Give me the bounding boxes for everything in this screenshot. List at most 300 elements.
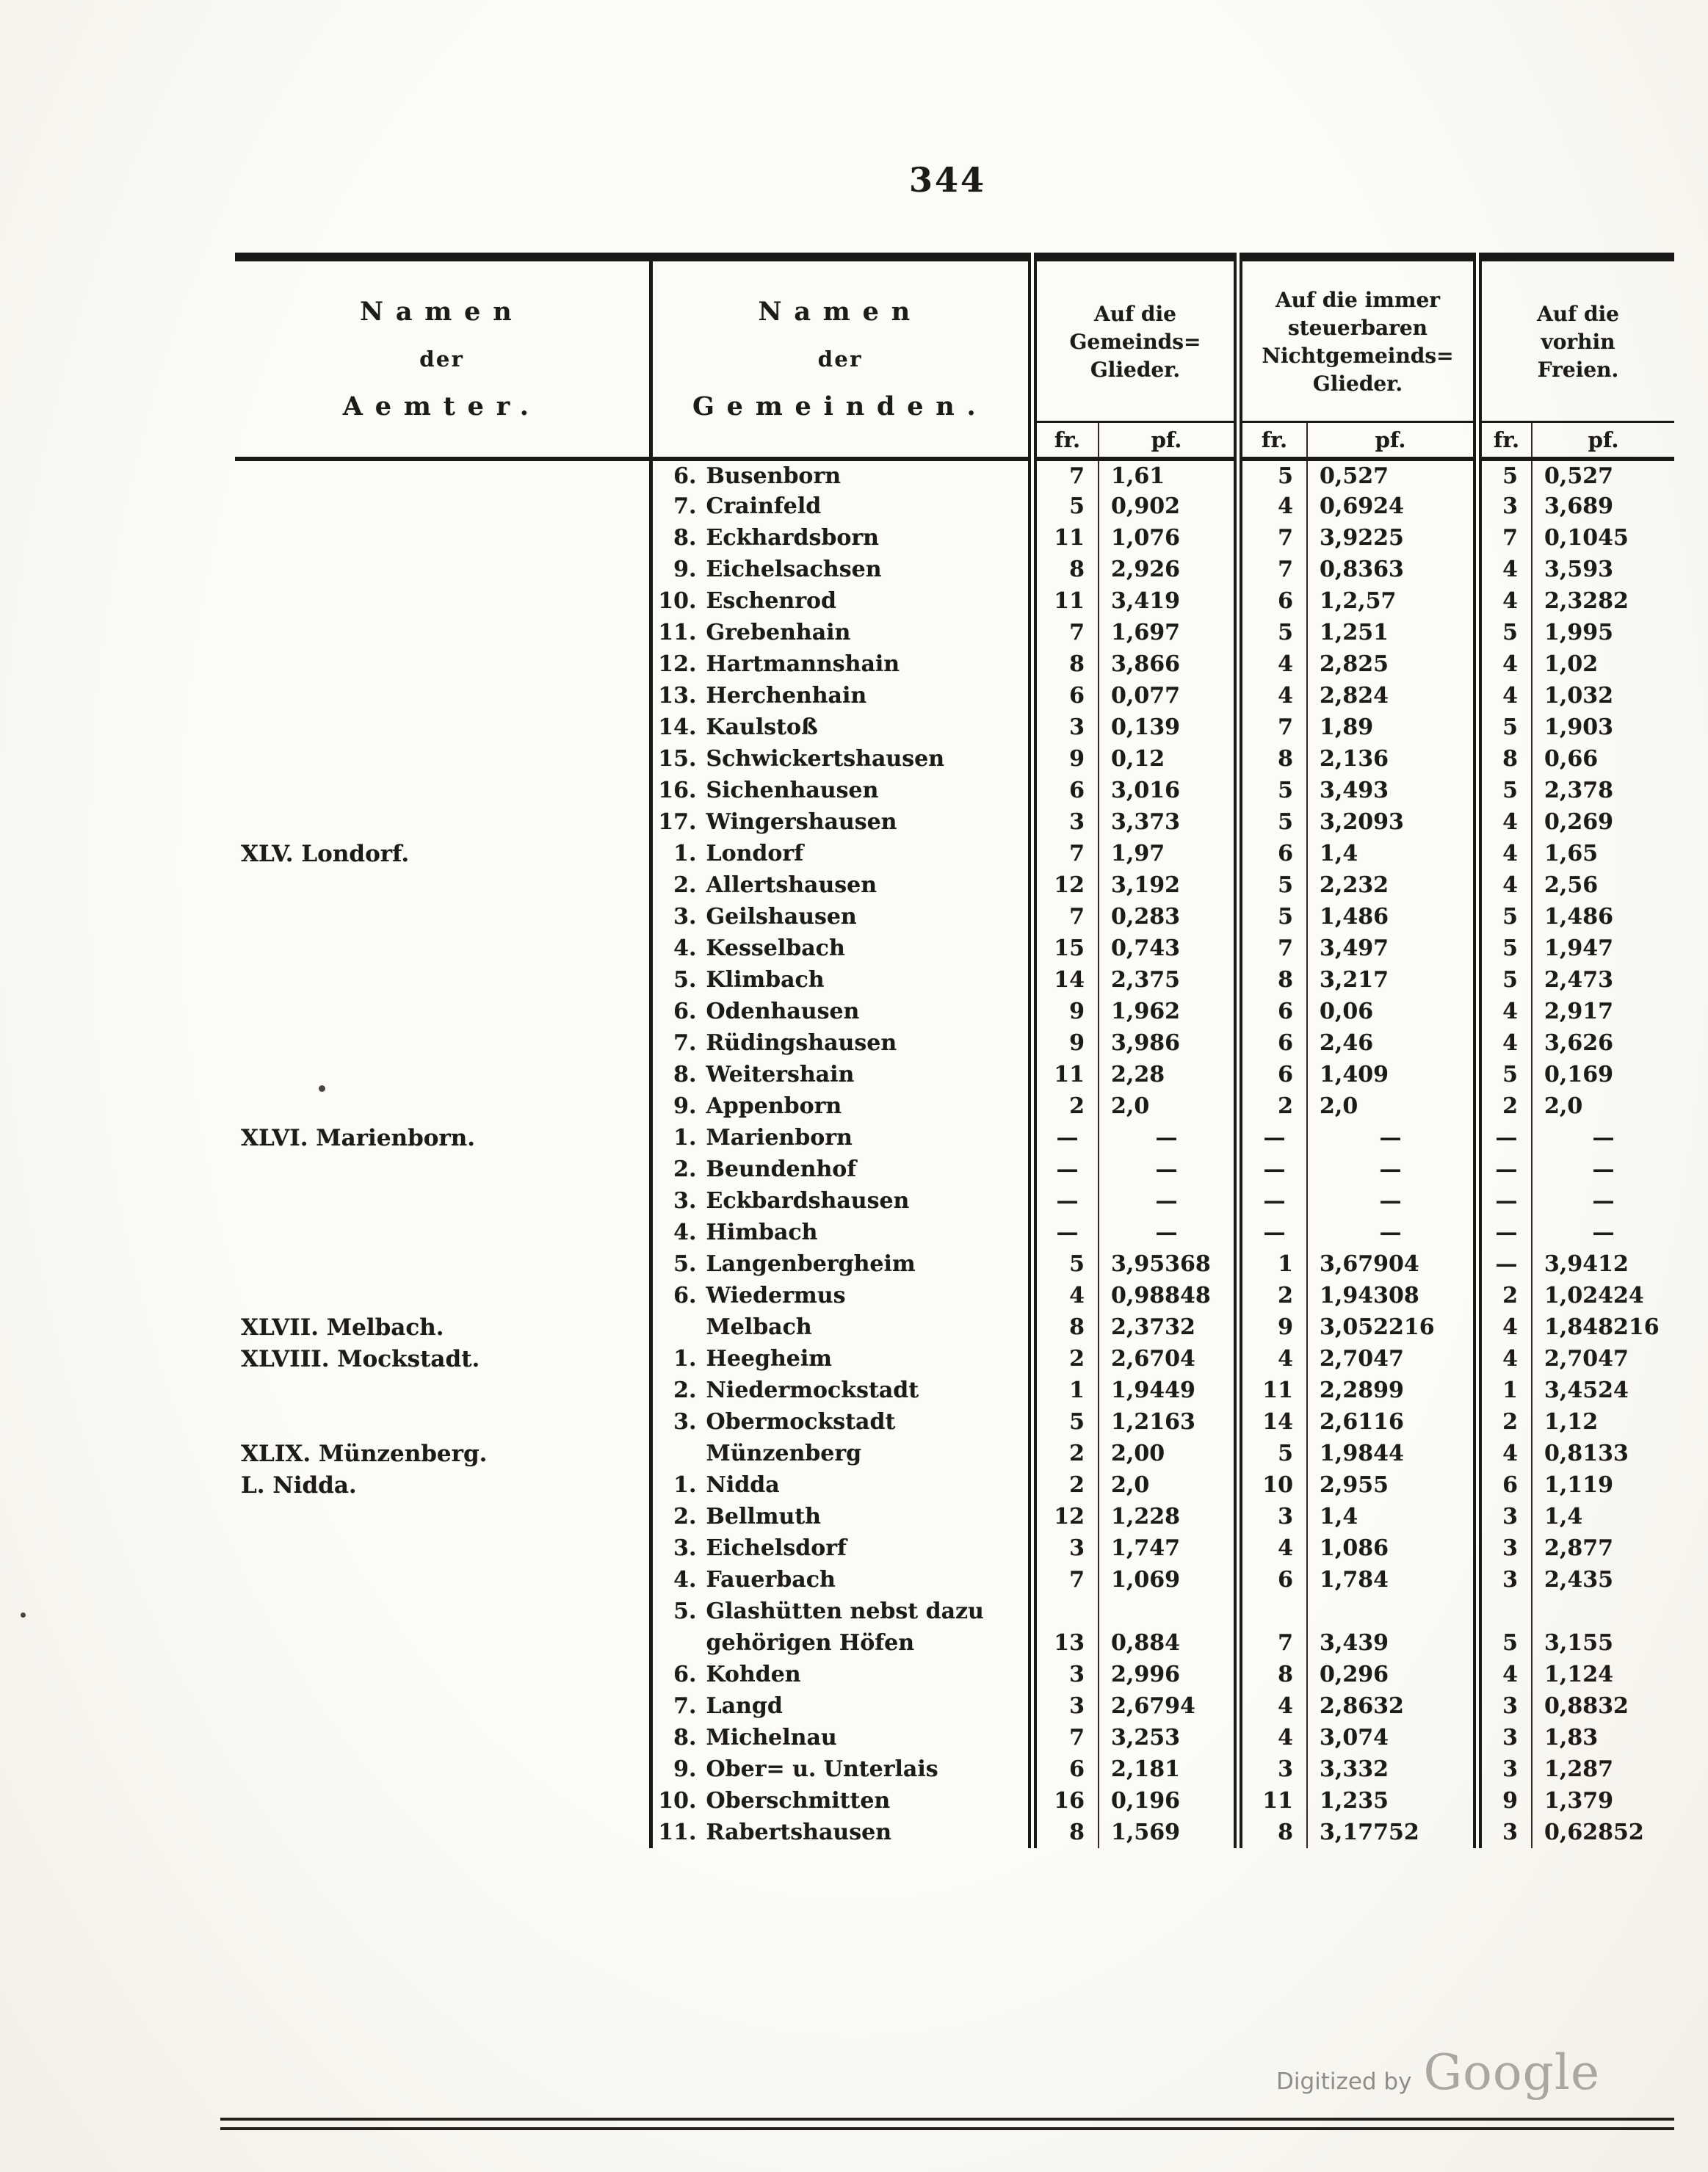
- table-row: [235, 554, 1674, 585]
- amt-cell: [235, 1090, 651, 1122]
- val-vorhin-freien-pf: 2,917: [1532, 996, 1674, 1027]
- val-vorhin-freien-fr: 4: [1477, 554, 1532, 585]
- table-row: [235, 838, 1674, 869]
- val-gemeinds-glieder-pf: —: [1099, 1122, 1238, 1154]
- amt-cell: [235, 1596, 651, 1627]
- val-vorhin-freien-pf: 1,02: [1532, 648, 1674, 680]
- amt-cell: [235, 617, 651, 648]
- table-row: [235, 648, 1674, 680]
- val-vorhin-freien-pf: 3,593: [1532, 554, 1674, 585]
- table-row: [235, 490, 1674, 522]
- val-nichtgemeinds-glieder-pf: 1,251: [1307, 617, 1477, 648]
- gemeinde-name: Beundenhof: [706, 1156, 857, 1182]
- val-vorhin-freien-fr: —: [1477, 1154, 1532, 1185]
- gemeinde-cell: [651, 743, 1032, 775]
- val-nichtgemeinds-glieder-pf: 1,235: [1307, 1785, 1477, 1817]
- val-vorhin-freien-pf: 1,12: [1532, 1406, 1674, 1438]
- val-vorhin-freien-pf: 1,848216: [1532, 1311, 1674, 1343]
- gemeinde-name: Marienborn: [706, 1125, 853, 1151]
- gemeinde-name: Heegheim: [706, 1346, 833, 1372]
- val-gemeinds-glieder-pf: 0,283: [1099, 901, 1238, 933]
- amt-cell: [235, 1406, 651, 1438]
- amt-cell: [235, 522, 651, 554]
- val-nichtgemeinds-glieder-fr: 11: [1238, 1375, 1307, 1406]
- amt-cell: [235, 869, 651, 901]
- amt-cell: [235, 1248, 651, 1280]
- val-nichtgemeinds-glieder-pf: 2,136: [1307, 743, 1477, 775]
- amt-cell: [235, 1532, 651, 1564]
- table-row: [235, 933, 1674, 964]
- gemeinde-name: Wingershausen: [706, 809, 897, 835]
- val-gemeinds-glieder-pf: 2,6704: [1099, 1343, 1238, 1375]
- val-nichtgemeinds-glieder-pf: [1307, 1596, 1477, 1627]
- gemeinde-cell: [651, 1122, 1032, 1154]
- val-gemeinds-glieder-pf: 2,0: [1099, 1469, 1238, 1501]
- gemeinde-cell: [651, 712, 1032, 743]
- val-vorhin-freien-fr: 4: [1477, 838, 1532, 869]
- val-vorhin-freien-pf: 1,119: [1532, 1469, 1674, 1501]
- val-nichtgemeinds-glieder-pf: 1,9844: [1307, 1438, 1477, 1469]
- table-row: [235, 775, 1674, 806]
- val-nichtgemeinds-glieder-fr: 7: [1238, 522, 1307, 554]
- subheader-pf: pf.: [1532, 421, 1674, 459]
- table-row: [235, 1438, 1674, 1469]
- val-gemeinds-glieder-pf: 0,077: [1099, 680, 1238, 712]
- header-group-line: Glieder.: [1312, 372, 1403, 397]
- gemeinde-name: Himbach: [706, 1220, 818, 1245]
- gemeinde-cell: [651, 1217, 1032, 1248]
- gemeinde-name: Eschenrod: [706, 588, 837, 614]
- val-vorhin-freien-pf: —: [1532, 1154, 1674, 1185]
- val-gemeinds-glieder-fr: 11: [1032, 1059, 1099, 1090]
- gemeinde-cell: [651, 1375, 1032, 1406]
- gemeinde-cell: [651, 1311, 1032, 1343]
- val-gemeinds-glieder-fr: —: [1032, 1154, 1099, 1185]
- val-gemeinds-glieder-pf: 1,747: [1099, 1532, 1238, 1564]
- table-row: [235, 1627, 1674, 1659]
- val-vorhin-freien-fr: 4: [1477, 806, 1532, 838]
- gemeinde-cell: [651, 459, 1032, 490]
- val-gemeinds-glieder-pf: 0,884: [1099, 1627, 1238, 1659]
- val-nichtgemeinds-glieder-fr: 6: [1238, 585, 1307, 617]
- gemeinde-cell: [651, 1564, 1032, 1596]
- table-row: [235, 712, 1674, 743]
- val-nichtgemeinds-glieder-fr: 1: [1238, 1248, 1307, 1280]
- val-nichtgemeinds-glieder-pf: 3,074: [1307, 1722, 1477, 1753]
- amt-cell: [235, 1217, 651, 1248]
- subheader-pf: pf.: [1099, 421, 1238, 459]
- header-aemter-line: der: [419, 347, 465, 372]
- val-vorhin-freien-pf: —: [1532, 1217, 1674, 1248]
- gemeinde-number: 2.: [673, 1378, 697, 1403]
- header-group-line: Gemeinds=: [1069, 330, 1201, 355]
- header-group-line: steuerbaren: [1287, 316, 1428, 341]
- header-group-line: Auf die: [1537, 302, 1619, 327]
- table-row: [235, 585, 1674, 617]
- val-gemeinds-glieder-fr: 1: [1032, 1375, 1099, 1406]
- val-gemeinds-glieder-fr: 3: [1032, 1690, 1099, 1722]
- val-nichtgemeinds-glieder-fr: 8: [1238, 743, 1307, 775]
- table-row: [235, 1817, 1674, 1848]
- table-row: [235, 1185, 1674, 1217]
- amt-cell: [235, 1280, 651, 1311]
- val-gemeinds-glieder-pf: 0,743: [1099, 933, 1238, 964]
- table-row: [235, 1659, 1674, 1690]
- table-row: [235, 869, 1674, 901]
- val-vorhin-freien-pf: 0,1045: [1532, 522, 1674, 554]
- gemeinde-cell: [651, 1596, 1032, 1627]
- val-nichtgemeinds-glieder-pf: 1,2,57: [1307, 585, 1477, 617]
- amt-cell: [235, 743, 651, 775]
- val-nichtgemeinds-glieder-pf: 2,824: [1307, 680, 1477, 712]
- val-nichtgemeinds-glieder-pf: 3,17752: [1307, 1817, 1477, 1848]
- amt-cell: [235, 1027, 651, 1059]
- val-vorhin-freien-pf: 0,169: [1532, 1059, 1674, 1090]
- gemeinde-cell: [651, 1027, 1032, 1059]
- val-vorhin-freien-fr: 2: [1477, 1280, 1532, 1311]
- page-number: 344: [909, 160, 987, 200]
- gemeinde-cell: [651, 617, 1032, 648]
- gemeinde-number: 14.: [658, 714, 697, 740]
- table-row: [235, 743, 1674, 775]
- table-row: [235, 1311, 1674, 1343]
- val-gemeinds-glieder-fr: 5: [1032, 490, 1099, 522]
- val-vorhin-freien-fr: —: [1477, 1217, 1532, 1248]
- val-nichtgemeinds-glieder-fr: 4: [1238, 1722, 1307, 1753]
- val-vorhin-freien-pf: 0,8133: [1532, 1438, 1674, 1469]
- val-nichtgemeinds-glieder-fr: 6: [1238, 838, 1307, 869]
- gemeinde-name: Weitershain: [706, 1062, 855, 1087]
- val-gemeinds-glieder-fr: 4: [1032, 1280, 1099, 1311]
- gemeinde-number: 6.: [673, 463, 697, 489]
- val-vorhin-freien-fr: 4: [1477, 1311, 1532, 1343]
- gemeinde-name: Kohden: [706, 1662, 801, 1687]
- val-vorhin-freien-pf: 1,486: [1532, 901, 1674, 933]
- val-nichtgemeinds-glieder-pf: 3,497: [1307, 933, 1477, 964]
- val-nichtgemeinds-glieder-fr: 8: [1238, 964, 1307, 996]
- val-nichtgemeinds-glieder-pf: 2,2899: [1307, 1375, 1477, 1406]
- val-vorhin-freien-fr: 3: [1477, 1564, 1532, 1596]
- amt-cell: [235, 775, 651, 806]
- gemeinde-number: 4.: [673, 935, 697, 961]
- val-gemeinds-glieder-fr: 11: [1032, 522, 1099, 554]
- val-vorhin-freien-fr: 5: [1477, 712, 1532, 743]
- val-nichtgemeinds-glieder-pf: 3,332: [1307, 1753, 1477, 1785]
- val-vorhin-freien-fr: 5: [1477, 901, 1532, 933]
- page-bottom-rule-bottom: [220, 2127, 1674, 2130]
- val-nichtgemeinds-glieder-fr: [1238, 1596, 1307, 1627]
- gemeinde-cell: [651, 838, 1032, 869]
- val-nichtgemeinds-glieder-fr: —: [1238, 1154, 1307, 1185]
- val-nichtgemeinds-glieder-pf: —: [1307, 1217, 1477, 1248]
- val-gemeinds-glieder-fr: —: [1032, 1185, 1099, 1217]
- gemeinde-name: Schwickertshausen: [706, 746, 945, 772]
- val-nichtgemeinds-glieder-fr: 11: [1238, 1785, 1307, 1817]
- digitized-by-label: Digitized by: [1276, 2068, 1412, 2095]
- amt-cell: XLVIII. Mockstadt.: [241, 1345, 480, 1372]
- table-row: [235, 1690, 1674, 1722]
- gemeinde-cell: [651, 1438, 1032, 1469]
- amt-cell: L. Nidda.: [241, 1471, 357, 1499]
- header-gemeinden: [651, 257, 1032, 459]
- val-vorhin-freien-pf: 2,378: [1532, 775, 1674, 806]
- val-vorhin-freien-pf: 0,527: [1532, 459, 1674, 490]
- amt-cell: [235, 806, 651, 838]
- val-gemeinds-glieder-fr: 2: [1032, 1438, 1099, 1469]
- amt-cell: [235, 1375, 651, 1406]
- header-group-line: vorhin: [1541, 330, 1615, 355]
- val-vorhin-freien-pf: 0,66: [1532, 743, 1674, 775]
- google-watermark: [1276, 2044, 1600, 2101]
- val-vorhin-freien-fr: 4: [1477, 869, 1532, 901]
- header-aemter-line: Namen: [360, 297, 524, 327]
- val-vorhin-freien-pf: 0,269: [1532, 806, 1674, 838]
- val-gemeinds-glieder-fr: 12: [1032, 869, 1099, 901]
- val-nichtgemeinds-glieder-fr: 3: [1238, 1753, 1307, 1785]
- val-vorhin-freien-fr: 4: [1477, 680, 1532, 712]
- val-nichtgemeinds-glieder-pf: 3,493: [1307, 775, 1477, 806]
- table-row: [235, 1217, 1674, 1248]
- table-row: [235, 964, 1674, 996]
- val-vorhin-freien-pf: 2,56: [1532, 869, 1674, 901]
- val-vorhin-freien-fr: 9: [1477, 1785, 1532, 1817]
- gemeinde-number: 11.: [658, 1820, 697, 1845]
- table-row: [235, 680, 1674, 712]
- val-nichtgemeinds-glieder-pf: 1,89: [1307, 712, 1477, 743]
- val-nichtgemeinds-glieder-fr: 7: [1238, 712, 1307, 743]
- val-vorhin-freien-fr: 4: [1477, 996, 1532, 1027]
- val-gemeinds-glieder-pf: 0,98848: [1099, 1280, 1238, 1311]
- val-gemeinds-glieder-pf: 2,0: [1099, 1090, 1238, 1122]
- gemeinde-name: Eckhardsborn: [706, 525, 879, 551]
- val-nichtgemeinds-glieder-fr: 5: [1238, 1438, 1307, 1469]
- val-vorhin-freien-fr: 4: [1477, 1438, 1532, 1469]
- val-nichtgemeinds-glieder-pf: 3,2093: [1307, 806, 1477, 838]
- gemeinde-cell: [651, 1248, 1032, 1280]
- gemeinde-cell: [651, 1627, 1032, 1659]
- val-gemeinds-glieder-fr: 3: [1032, 712, 1099, 743]
- val-vorhin-freien-pf: 2,7047: [1532, 1343, 1674, 1375]
- gemeinde-number: 2.: [673, 1156, 697, 1182]
- table-row: [235, 617, 1674, 648]
- table-row: [235, 1090, 1674, 1122]
- header-group-line: Auf die: [1094, 302, 1176, 327]
- val-nichtgemeinds-glieder-fr: 5: [1238, 617, 1307, 648]
- val-gemeinds-glieder-pf: 1,2163: [1099, 1406, 1238, 1438]
- gemeinde-cell: [651, 554, 1032, 585]
- header-aemter: [235, 257, 651, 459]
- val-gemeinds-glieder-pf: 2,28: [1099, 1059, 1238, 1090]
- val-nichtgemeinds-glieder-pf: —: [1307, 1154, 1477, 1185]
- gemeinde-cell: [651, 964, 1032, 996]
- val-vorhin-freien-fr: 7: [1477, 522, 1532, 554]
- val-vorhin-freien-fr: 6: [1477, 1469, 1532, 1501]
- val-gemeinds-glieder-fr: 12: [1032, 1501, 1099, 1532]
- val-vorhin-freien-fr: —: [1477, 1248, 1532, 1280]
- val-vorhin-freien-fr: 4: [1477, 1027, 1532, 1059]
- val-gemeinds-glieder-fr: 7: [1032, 617, 1099, 648]
- val-vorhin-freien-pf: 1,995: [1532, 617, 1674, 648]
- table-row: [235, 1564, 1674, 1596]
- gemeinde-cell: [651, 1343, 1032, 1375]
- amt-cell: [235, 1722, 651, 1753]
- gemeinde-number: 4.: [673, 1220, 697, 1245]
- header-group-line: Glieder.: [1090, 358, 1181, 383]
- val-gemeinds-glieder-pf: 3,253: [1099, 1722, 1238, 1753]
- gemeinde-cell: [651, 648, 1032, 680]
- gemeinde-name: Münzenberg: [706, 1441, 862, 1466]
- amt-cell: XLVII. Melbach.: [241, 1314, 444, 1341]
- val-nichtgemeinds-glieder-pf: 3,9225: [1307, 522, 1477, 554]
- amt-cell: [235, 459, 651, 490]
- val-vorhin-freien-fr: 5: [1477, 1627, 1532, 1659]
- val-vorhin-freien-fr: —: [1477, 1122, 1532, 1154]
- val-nichtgemeinds-glieder-pf: 2,7047: [1307, 1343, 1477, 1375]
- table-row: [235, 459, 1674, 490]
- val-nichtgemeinds-glieder-fr: 5: [1238, 775, 1307, 806]
- gemeinde-cell: [651, 1817, 1032, 1848]
- amt-cell: [235, 712, 651, 743]
- val-nichtgemeinds-glieder-pf: 2,6116: [1307, 1406, 1477, 1438]
- val-nichtgemeinds-glieder-fr: 5: [1238, 901, 1307, 933]
- val-gemeinds-glieder-fr: 6: [1032, 775, 1099, 806]
- val-nichtgemeinds-glieder-pf: 3,052216: [1307, 1311, 1477, 1343]
- gemeinde-number: 9.: [673, 557, 697, 582]
- val-gemeinds-glieder-fr: 7: [1032, 1564, 1099, 1596]
- val-vorhin-freien-pf: 1,379: [1532, 1785, 1674, 1817]
- val-nichtgemeinds-glieder-fr: —: [1238, 1122, 1307, 1154]
- val-vorhin-freien-pf: 2,0: [1532, 1090, 1674, 1122]
- val-gemeinds-glieder-fr: 6: [1032, 680, 1099, 712]
- val-gemeinds-glieder-fr: 8: [1032, 554, 1099, 585]
- gemeinde-cell: [651, 1753, 1032, 1785]
- val-gemeinds-glieder-pf: —: [1099, 1154, 1238, 1185]
- val-vorhin-freien-fr: 4: [1477, 1343, 1532, 1375]
- ink-speck: [319, 1085, 325, 1092]
- val-vorhin-freien-fr: 5: [1477, 459, 1532, 490]
- gemeinde-name: Odenhausen: [706, 999, 860, 1024]
- val-gemeinds-glieder-pf: 1,069: [1099, 1564, 1238, 1596]
- val-gemeinds-glieder-fr: 7: [1032, 1722, 1099, 1753]
- gemeinde-name: Sichenhausen: [706, 778, 879, 803]
- table-row: [235, 1122, 1674, 1154]
- table-row: [235, 1154, 1674, 1185]
- val-gemeinds-glieder-pf: 3,419: [1099, 585, 1238, 617]
- val-nichtgemeinds-glieder-fr: 14: [1238, 1406, 1307, 1438]
- gemeinde-name: Melbach: [706, 1314, 812, 1340]
- subheader-fr: fr.: [1477, 421, 1532, 459]
- gemeinde-number: 17.: [658, 809, 697, 835]
- val-vorhin-freien-fr: 3: [1477, 1753, 1532, 1785]
- val-gemeinds-glieder-pf: 1,9449: [1099, 1375, 1238, 1406]
- amt-cell: [235, 964, 651, 996]
- table-row: [235, 1248, 1674, 1280]
- table-header: [235, 257, 1674, 459]
- gemeinde-cell: [651, 806, 1032, 838]
- val-vorhin-freien-pf: 1,032: [1532, 680, 1674, 712]
- gemeinde-number: 10.: [658, 1788, 697, 1814]
- gemeinde-name: Hartmannshain: [706, 651, 900, 677]
- gemeinde-name: Langd: [706, 1693, 783, 1719]
- val-gemeinds-glieder-pf: 2,181: [1099, 1753, 1238, 1785]
- tax-table: [235, 253, 1674, 1848]
- gemeinde-name: Fauerbach: [706, 1567, 836, 1593]
- val-nichtgemeinds-glieder-pf: 0,8363: [1307, 554, 1477, 585]
- val-gemeinds-glieder-fr: 8: [1032, 1311, 1099, 1343]
- gemeinde-cell: [651, 1469, 1032, 1501]
- val-nichtgemeinds-glieder-fr: 4: [1238, 648, 1307, 680]
- gemeinde-name: Langenbergheim: [706, 1251, 916, 1277]
- gemeinde-cell: [651, 1659, 1032, 1690]
- gemeinde-cell: [651, 522, 1032, 554]
- val-vorhin-freien-pf: 1,947: [1532, 933, 1674, 964]
- val-nichtgemeinds-glieder-fr: —: [1238, 1217, 1307, 1248]
- val-nichtgemeinds-glieder-pf: 1,409: [1307, 1059, 1477, 1090]
- amt-cell: XLV. Londorf.: [241, 840, 410, 867]
- val-nichtgemeinds-glieder-pf: 1,4: [1307, 838, 1477, 869]
- val-gemeinds-glieder-pf: 3,016: [1099, 775, 1238, 806]
- gemeinde-number: 4.: [673, 1567, 697, 1593]
- gemeinde-name: Niedermockstadt: [706, 1378, 919, 1403]
- header-group-gemeinds-glieder: [1032, 257, 1238, 421]
- header-gemeinden-line: der: [817, 347, 863, 372]
- table-row: [235, 901, 1674, 933]
- gemeinde-number: 9.: [673, 1756, 697, 1782]
- val-vorhin-freien-pf: [1532, 1596, 1674, 1627]
- val-vorhin-freien-fr: 4: [1477, 585, 1532, 617]
- gemeinde-number: 1.: [673, 841, 697, 866]
- gemeinde-number: 11.: [658, 620, 697, 645]
- gemeinde-cell: [651, 585, 1032, 617]
- amt-cell: [235, 1185, 651, 1217]
- val-vorhin-freien-fr: 1: [1477, 1375, 1532, 1406]
- val-gemeinds-glieder-pf: 2,996: [1099, 1659, 1238, 1690]
- val-nichtgemeinds-glieder-fr: 6: [1238, 1059, 1307, 1090]
- val-vorhin-freien-pf: 2,877: [1532, 1532, 1674, 1564]
- gemeinde-number: 2.: [673, 872, 697, 898]
- amt-cell: [235, 680, 651, 712]
- val-vorhin-freien-pf: 1,124: [1532, 1659, 1674, 1690]
- table-row: [235, 1280, 1674, 1311]
- gemeinde-number: 1.: [673, 1346, 697, 1372]
- gemeinde-cell: [651, 1059, 1032, 1090]
- val-gemeinds-glieder-fr: 11: [1032, 585, 1099, 617]
- val-gemeinds-glieder-pf: [1099, 1596, 1238, 1627]
- val-vorhin-freien-pf: 1,4: [1532, 1501, 1674, 1532]
- amt-cell: [235, 648, 651, 680]
- val-gemeinds-glieder-fr: 3: [1032, 806, 1099, 838]
- val-nichtgemeinds-glieder-fr: 4: [1238, 680, 1307, 712]
- gemeinde-name: Crainfeld: [706, 493, 822, 519]
- header-gemeinden-line: Gemeinden.: [692, 391, 988, 421]
- val-nichtgemeinds-glieder-fr: 6: [1238, 1027, 1307, 1059]
- val-gemeinds-glieder-fr: 7: [1032, 901, 1099, 933]
- val-gemeinds-glieder-fr: 16: [1032, 1785, 1099, 1817]
- val-vorhin-freien-fr: 5: [1477, 775, 1532, 806]
- gemeinde-name: Eichelsdorf: [706, 1535, 847, 1561]
- amt-cell: [235, 1627, 651, 1659]
- val-gemeinds-glieder-fr: 14: [1032, 964, 1099, 996]
- val-vorhin-freien-pf: 1,287: [1532, 1753, 1674, 1785]
- val-vorhin-freien-fr: 2: [1477, 1090, 1532, 1122]
- val-nichtgemeinds-glieder-pf: 2,825: [1307, 648, 1477, 680]
- amt-cell: XLIX. Münzenberg.: [241, 1440, 488, 1467]
- val-nichtgemeinds-glieder-fr: 4: [1238, 490, 1307, 522]
- gemeinde-name: Londorf: [706, 841, 804, 866]
- header-row-groups: [235, 257, 1674, 421]
- val-gemeinds-glieder-pf: 3,192: [1099, 869, 1238, 901]
- val-vorhin-freien-fr: 5: [1477, 1059, 1532, 1090]
